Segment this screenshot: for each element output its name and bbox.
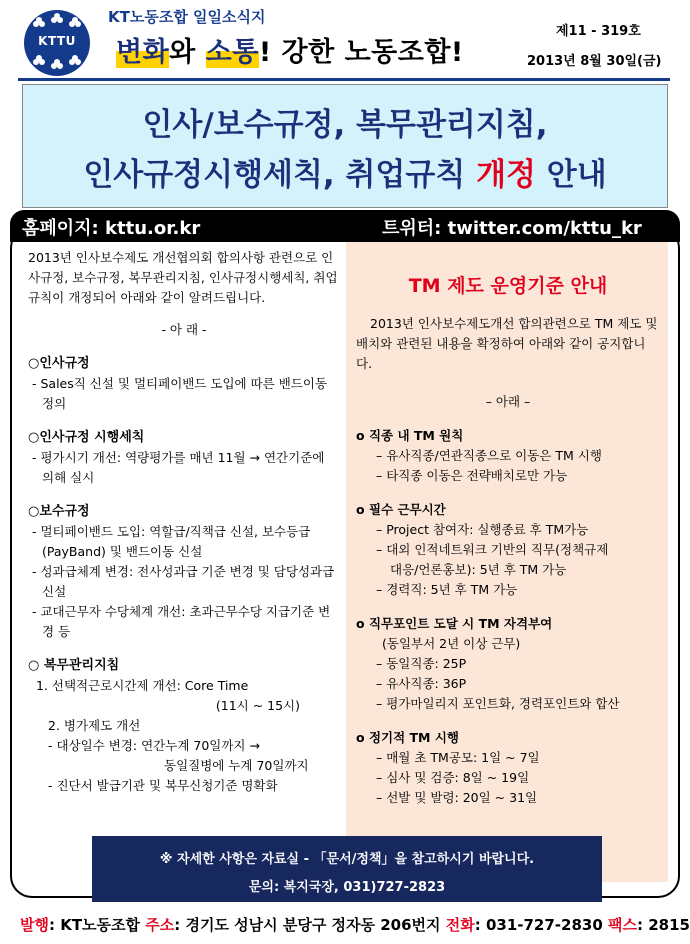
footer-value: : 031-727-2830 xyxy=(474,916,608,934)
list-item: 대응/언론홍보): 5년 후 TM 가능 xyxy=(390,562,567,577)
list-item: - 평가시기 개선: 역량평가를 매년 11월 → 연간기준에 의해 실시 xyxy=(32,450,325,485)
section-regular-tm: o 정기적 TM 시행 xyxy=(356,730,459,745)
list-item: – 매월 초 TM공모: 1일 ~ 7일 xyxy=(376,750,540,765)
notice-reference: ※ 자세한 사항은 자료실 - 「문서/정책」을 참고하시기 바랍니다. xyxy=(159,852,535,867)
list-item: - 진단서 발급기관 및 복무신청기준 명확화 xyxy=(48,778,278,793)
section-required-service: o 필수 근무시간 xyxy=(356,502,446,517)
footer xyxy=(20,914,690,935)
title-box xyxy=(22,84,668,208)
title-line-2 xyxy=(23,149,667,194)
twitter-link[interactable]: 트위터: twitter.com/kttu_kr xyxy=(382,218,642,239)
list-item: (11시 ~ 15시) xyxy=(215,698,300,713)
list-item: - 교대근무자 수당체계 개선: 초과근무수당 지급기준 변경 등 xyxy=(32,604,331,639)
tm-intro: 2013년 인사보수제도개선 합의관련으로 TM 제도 및 배치와 관련된 내용을 확정하여 아래와 같이 공지합니다. xyxy=(356,316,658,371)
list-item: 1. 선택적근로시간제 개선: Core Time xyxy=(36,678,249,693)
section-tm-principle: o 직종 내 TM 원칙 xyxy=(356,428,464,443)
list-item: – 동일직종: 25P xyxy=(376,656,467,671)
logo-text: KTTU xyxy=(38,34,76,48)
notice-contact: 문의: 복지국장, 031)727-2823 xyxy=(248,880,446,895)
flower-icon xyxy=(32,54,46,68)
newsletter-name: KT노동조합 일일소식지 xyxy=(108,8,266,26)
footer-value: : KT노동조합 xyxy=(48,916,146,934)
list-item: – 유사직종/연관직종으로 이동은 TM 시행 xyxy=(376,448,602,463)
list-item: – 선발 및 발령: 20일 ~ 31일 xyxy=(376,790,538,805)
issue-number: 제11 - 319호 xyxy=(556,24,641,39)
flower-icon xyxy=(32,16,46,30)
left-intro: 2013년 인사보수제도 개선협의회 합의사항 관련으로 인사규정, 보수규정, 복무관리지침, 인사규정시행세칙, 취업규칙이 개정되어 아래와 같이 알려드립니다. xyxy=(28,250,338,305)
list-item: – 평가마일리지 포인트화, 경력포인트와 합산 xyxy=(376,696,620,711)
flower-icon xyxy=(50,12,64,26)
list-item: – Project 참여자: 실행종료 후 TM가능 xyxy=(376,522,589,537)
list-item: - Sales직 신설 및 멀티페이밴드 도입에 따른 밴드이동 정의 xyxy=(32,376,328,411)
flower-icon xyxy=(68,54,82,68)
left-below-heading: - 아 래 - xyxy=(161,322,207,337)
section-personnel-enforcement: ○인사규정 시행세칙 xyxy=(28,430,145,445)
list-item: 2. 병가제도 개선 xyxy=(48,718,141,733)
footer-label: 전화 xyxy=(445,916,475,934)
notice-box xyxy=(92,836,602,902)
link-band xyxy=(10,210,680,242)
footer-label: 주소 xyxy=(145,916,175,934)
section-compensation-rules: ○보수규정 xyxy=(28,504,90,519)
footer-label: 팩스 xyxy=(608,916,637,934)
list-item: – 유사직종: 36P xyxy=(376,676,467,691)
slogan-highlight-change: 변화 xyxy=(116,37,170,68)
list-item: - 대상일수 변경: 연간누계 70일까지 → xyxy=(48,738,260,753)
right-column xyxy=(356,276,660,808)
list-item: - 성과급체계 변경: 전사성과급 기준 변경 및 담당성과급 신설 xyxy=(32,564,335,599)
header-divider xyxy=(18,78,670,81)
tm-below-heading: – 아래 – xyxy=(485,394,531,409)
flower-icon xyxy=(68,16,82,30)
title-highlight: 개정 xyxy=(476,157,536,193)
slogan xyxy=(116,30,464,69)
section-service-guidelines: ○ 복무관리지침 xyxy=(28,658,120,673)
list-item: – 대외 인적네트워크 기반의 직무(정책규제 xyxy=(376,542,609,557)
title-line-1: 인사/보수규정, 복무관리지침, xyxy=(142,107,548,143)
issue-date: 2013년 8월 30일(금) xyxy=(527,54,662,69)
footer-value: : 경기도 성남시 분당구 정자동 206번지 xyxy=(174,916,446,934)
list-item: (동일부서 2년 이상 근무) xyxy=(382,636,521,651)
slogan-text: ! 강한 노동조합! xyxy=(258,37,464,68)
homepage-link[interactable]: 홈페이지: kttu.or.kr xyxy=(22,218,201,239)
title-text: 안내 xyxy=(535,157,607,193)
list-item: 동일질병에 누계 70일까지 xyxy=(164,758,309,773)
slogan-highlight-communication: 소통 xyxy=(205,37,259,68)
section-personnel-rules: ○인사규정 xyxy=(28,356,90,371)
kttu-logo xyxy=(24,10,90,76)
list-item: – 심사 및 검증: 8일 ~ 19일 xyxy=(376,770,530,785)
list-item: – 타직종 이동은 전략배치로만 가능 xyxy=(376,468,568,483)
flower-icon xyxy=(50,58,64,72)
footer-label: 발행 xyxy=(20,916,49,934)
list-item: – 경력직: 5년 후 TM 가능 xyxy=(376,582,518,597)
left-column xyxy=(28,248,340,796)
tm-title: TM 제도 운영기준 안내 xyxy=(408,275,608,297)
footer-value: : 2815 xyxy=(636,916,690,934)
slogan-text: 와 xyxy=(169,37,206,68)
section-job-points: o 직무포인트 도달 시 TM 자격부여 xyxy=(356,616,553,631)
list-item: - 멀티페이밴드 도입: 역할급/직책급 신설, 보수등급(PayBand) 및 밴드이동 신설 xyxy=(32,524,311,559)
title-text: 인사규정시행세칙, 취업규칙 xyxy=(83,157,477,193)
